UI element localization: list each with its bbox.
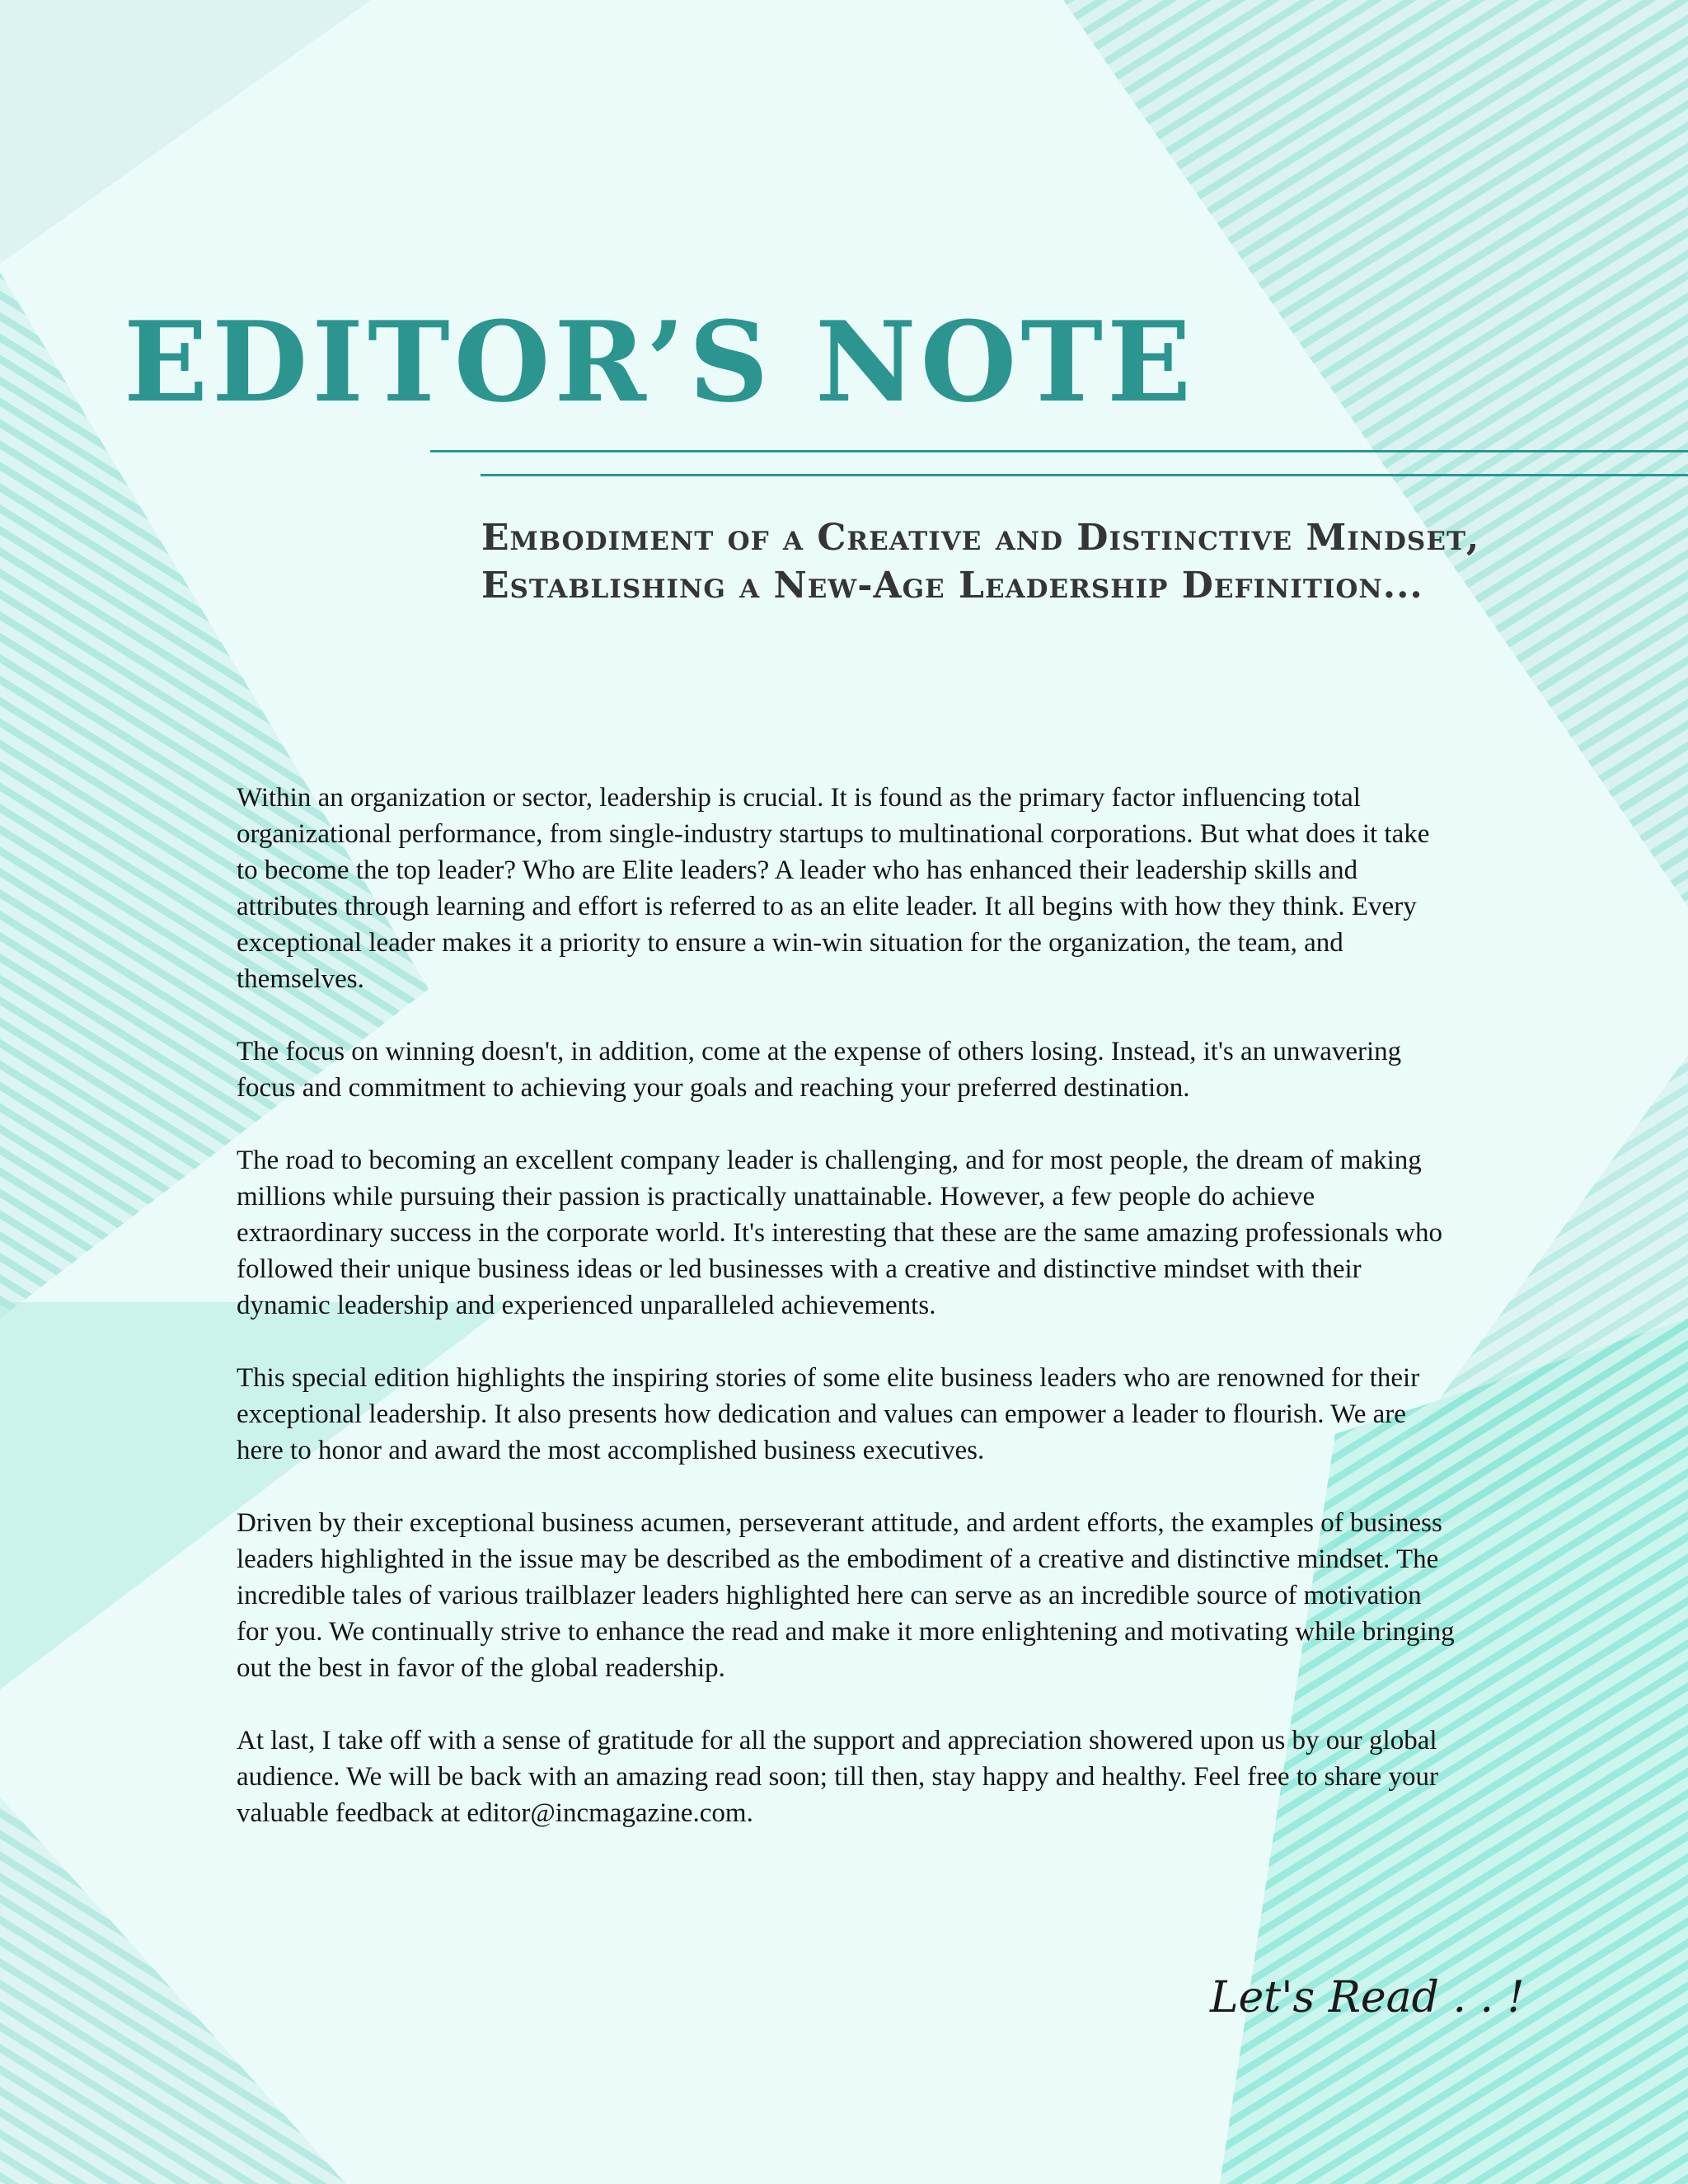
paragraph: The road to becoming an excellent company leader is challenging, and for most people, the dream of making millions while pursuing their passion is practically unattainable. However, a few people do achieve extraordinary success in the corporate world. It's interesting that these are the same amazing professionals who followed their unique business ideas or led businesses with a creative and distinctive mindset with their dynamic leadership and experienced unparalleled achievements. bbox=[237, 1146, 1442, 1320]
page-title: EDITOR’S NOTE bbox=[124, 297, 1196, 427]
title-rule-upper bbox=[430, 450, 1688, 452]
subtitle-line: Establishing a New-Age Leadership Definition... bbox=[481, 565, 1423, 607]
paragraph: Within an organization or sector, leadership is crucial. It is found as the primary factor influencing total organizational performance, from single-industry startups to multinational corporations. But what does it take to become the top leader? Who are Elite leaders? A leader who has enhanced their leadership skills and attributes through learning and effort is referred to as an elite leader. It all begins with how they think. Every exceptional leader makes it a priority to ensure a win-win situation for the organization, the team, and themselves. bbox=[237, 783, 1430, 994]
paragraph: Driven by their exceptional business acumen, perseverant attitude, and ardent efforts, the examples of business leaders highlighted in the issue may be described as the embodiment of a creative and distinctive mindset. The incredible tales of various trailblazer leaders highlighted here can serve as an incredible source of motivation for you. We continually strive to enhance the read and make it more enlightening and motivating while bringing out the best in favor of the global readership. bbox=[237, 1508, 1455, 1683]
signoff: Let's Read . . ! bbox=[1210, 1973, 1525, 2022]
title-rule-lower bbox=[481, 474, 1688, 476]
paragraph: This special edition highlights the inspiring stories of some elite business leaders who are renowned for their exceptional leadership. It also presents how dedication and values can empower a leader to flourish. We are here to honor and award the most accomplished business executives. bbox=[237, 1363, 1420, 1465]
article-body bbox=[237, 780, 1456, 1868]
subtitle bbox=[481, 514, 1652, 610]
subtitle-line: Embodiment of a Creative and Distinctive Mindset, bbox=[481, 517, 1480, 559]
paragraph: At last, I take off with a sense of gratitude for all the support and appreciation showered upon us by our global audience. We will be back with an amazing read soon; till then, stay happy and healthy. Feel free to share your valuable feedback at editor@incmagazine.com. bbox=[237, 1726, 1439, 1828]
paragraph: The focus on winning doesn't, in addition, come at the expense of others losing. Instead, it's an unwavering focus and commitment to achieving your goals and reaching your preferred destination. bbox=[237, 1037, 1402, 1103]
